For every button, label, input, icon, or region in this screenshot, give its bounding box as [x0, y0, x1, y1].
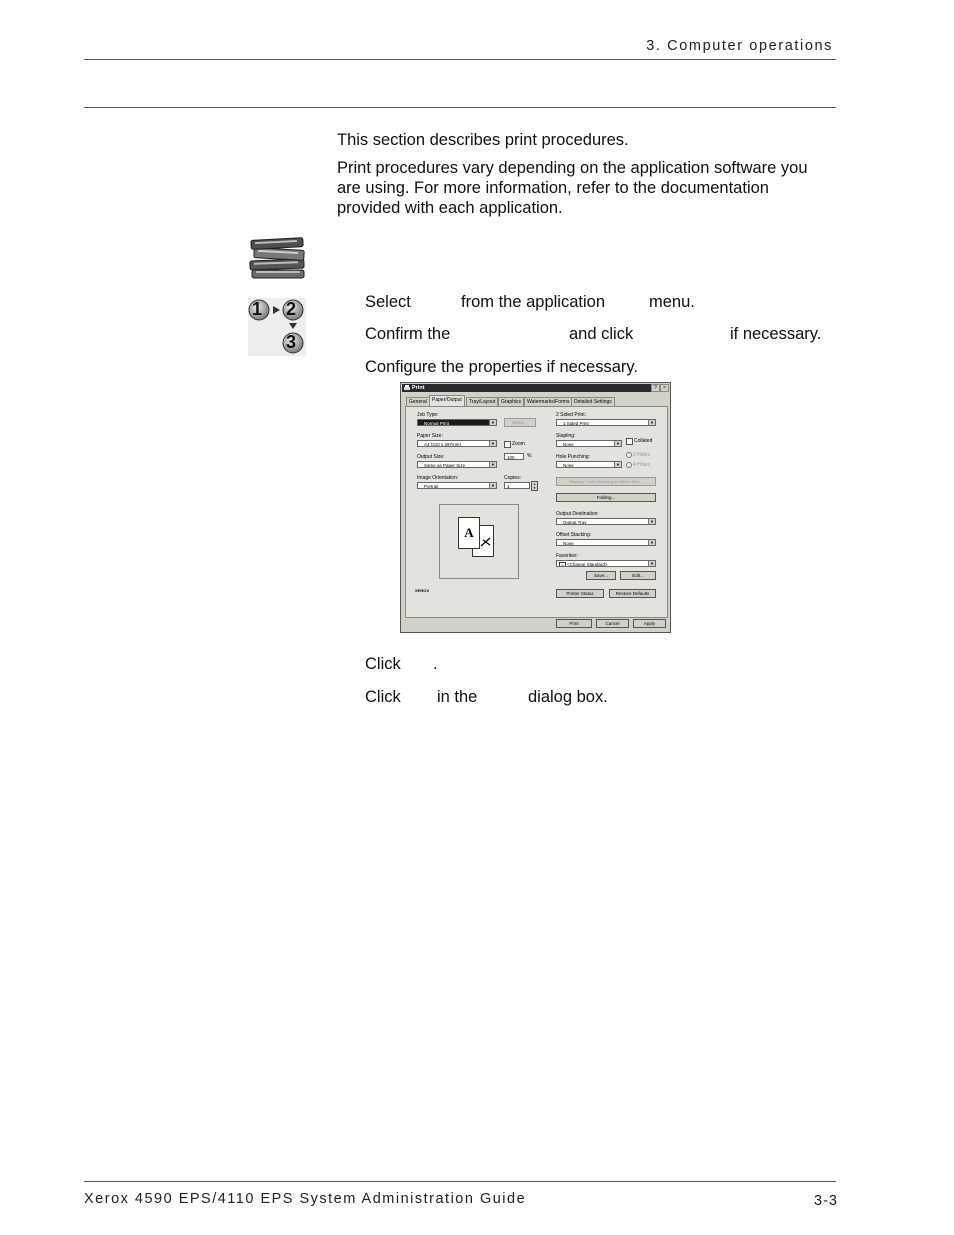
- collated-checkbox[interactable]: [626, 438, 633, 445]
- mixed-size-button[interactable]: Stapling / Hole Punching for Mixed Size...: [556, 477, 656, 486]
- favorites-value: <Change Standard>: [567, 562, 608, 567]
- tab-watermarks-forms[interactable]: Watermarks/Forms: [524, 397, 572, 407]
- output-size-select[interactable]: [417, 461, 497, 468]
- chevron-down-icon: ▼: [648, 561, 655, 566]
- two-holes-radio[interactable]: [626, 452, 632, 458]
- collated-label: Collated: [634, 438, 653, 444]
- step-number-3: 3: [286, 332, 297, 352]
- footer-rule: [84, 1181, 836, 1182]
- step-4-text-b: .: [433, 655, 438, 673]
- step-1-text-c: menu.: [649, 293, 695, 311]
- two-sided-value: 1 Sided Print: [563, 421, 589, 426]
- zoom-unit: %: [527, 453, 532, 459]
- step-1-text-b: from the application: [461, 293, 605, 311]
- job-type-select[interactable]: [417, 419, 497, 426]
- steps-icon: [248, 296, 306, 356]
- output-destination-select[interactable]: [556, 518, 656, 525]
- tab-general[interactable]: General: [406, 397, 430, 407]
- tab-graphics[interactable]: Graphics: [498, 397, 524, 407]
- dialog-title: Print: [412, 385, 425, 391]
- four-holes-radio[interactable]: [626, 462, 632, 468]
- output-size-label: Output Size:: [417, 454, 445, 460]
- xerox-brand: XEROX: [415, 588, 430, 593]
- output-size-value: Same as Paper Size: [424, 463, 466, 468]
- orientation-label: Image Orientation:: [417, 475, 459, 481]
- printer-status-button[interactable]: Printer Status: [556, 589, 604, 598]
- book-stack-icon: [248, 236, 308, 280]
- chevron-down-icon: ▼: [614, 441, 621, 446]
- offset-stacking-select[interactable]: [556, 539, 656, 546]
- intro-paragraph-2: Print procedures vary depending on the application software you are using. For more information, refer to the documentation provided with each application.: [337, 159, 808, 217]
- step-number-2: 2: [286, 299, 297, 319]
- orientation-select[interactable]: [417, 482, 497, 489]
- running-header: 3. Computer operations: [646, 38, 833, 54]
- copies-input[interactable]: 1: [504, 482, 530, 489]
- paper-size-value: A4 (210 x 297mm): [424, 442, 462, 447]
- favorites-label: Favorites:: [556, 553, 578, 559]
- step-4-text-a: Click: [365, 655, 401, 673]
- two-holes-label: 2 Holes: [633, 452, 650, 458]
- restore-defaults-button[interactable]: Restore Defaults: [609, 589, 656, 598]
- setup-button[interactable]: Setup...: [504, 418, 536, 427]
- copies-label: Copies:: [504, 475, 521, 481]
- step-number-1: 1: [252, 299, 263, 319]
- zoom-checkbox[interactable]: [504, 441, 511, 448]
- tab-detailed-settings[interactable]: Detailed Settings: [571, 397, 615, 407]
- print-dialog: [400, 382, 671, 633]
- edit-button[interactable]: Edit...: [620, 571, 656, 580]
- printer-icon: [404, 385, 410, 391]
- zoom-input[interactable]: 100: [504, 453, 524, 460]
- stapling-value: None: [563, 442, 574, 447]
- favorites-select[interactable]: [556, 560, 656, 567]
- four-holes-label: 4 Holes: [633, 462, 650, 468]
- offset-stacking-value: None: [563, 541, 574, 546]
- print-button[interactable]: Print: [556, 619, 592, 628]
- section-rule: [84, 107, 836, 108]
- header-rule: [84, 59, 836, 60]
- hole-punching-value: None: [563, 463, 574, 468]
- job-type-label: Job Type:: [417, 412, 439, 418]
- cancel-button[interactable]: Cancel: [596, 619, 629, 628]
- close-button[interactable]: ×: [660, 384, 669, 392]
- two-sided-select[interactable]: [556, 419, 656, 426]
- output-destination-label: Output Destination:: [556, 511, 599, 517]
- stapling-label: Stapling:: [556, 433, 576, 439]
- chevron-down-icon: ▼: [648, 540, 655, 545]
- favorite-a-icon: A: [559, 562, 566, 567]
- stapling-select[interactable]: [556, 440, 622, 447]
- chevron-down-icon: ▼: [489, 483, 496, 488]
- page-number: 3-3: [814, 1193, 838, 1209]
- tab-tray-layout[interactable]: Tray/Layout: [466, 397, 498, 407]
- zoom-label: Zoom: [512, 441, 525, 447]
- chevron-down-icon: ▼: [614, 462, 621, 467]
- step-5-text-a: Click: [365, 688, 401, 706]
- two-sided-label: 2 Sided Print:: [556, 412, 587, 418]
- paper-preview: [439, 504, 519, 579]
- tab-paper-output[interactable]: Paper/Output: [429, 395, 465, 407]
- chevron-down-icon: ▼: [489, 441, 496, 446]
- step-2-text-a: Confirm the: [365, 325, 451, 343]
- help-button[interactable]: ?: [651, 384, 660, 392]
- hole-punching-select[interactable]: [556, 461, 622, 468]
- paper-output-panel: [405, 406, 668, 618]
- offset-stacking-label: Offset Stacking:: [556, 532, 592, 538]
- chevron-down-icon: ▼: [489, 420, 496, 425]
- step-3-text-a: Configure the properties if necessary.: [365, 358, 638, 376]
- preview-front-sheet: A: [458, 517, 480, 549]
- step-1-text-a: Select: [365, 293, 411, 311]
- rotated-letter-icon: [480, 537, 492, 547]
- save-button[interactable]: Save...: [586, 571, 616, 580]
- paper-size-select[interactable]: [417, 440, 497, 447]
- intro-paragraph-1: This section describes print procedures.: [337, 131, 629, 149]
- folding-button[interactable]: Folding...: [556, 493, 656, 502]
- step-5-text-b: in the: [437, 688, 478, 706]
- step-2-text-c: if necessary.: [730, 325, 822, 343]
- paper-size-label: Paper Size:: [417, 433, 443, 439]
- dialog-title-bar: [402, 384, 669, 392]
- hole-punching-label: Hole Punching:: [556, 454, 590, 460]
- step-5-text-c: dialog box.: [528, 688, 608, 706]
- apply-button[interactable]: Apply: [633, 619, 666, 628]
- footer-title: Xerox 4590 EPS/4110 EPS System Administration Guide: [84, 1191, 527, 1207]
- chevron-down-icon: ▼: [648, 420, 655, 425]
- chevron-down-icon: ▼: [489, 462, 496, 467]
- orientation-value: Portrait: [424, 484, 439, 489]
- chevron-down-icon: ▼: [648, 519, 655, 524]
- job-type-value: Normal Print: [424, 421, 450, 426]
- copies-spinner[interactable]: ▲ ▼: [531, 481, 538, 491]
- step-2-text-b: and click: [569, 325, 634, 343]
- output-destination-value: Output Tray: [563, 520, 587, 525]
